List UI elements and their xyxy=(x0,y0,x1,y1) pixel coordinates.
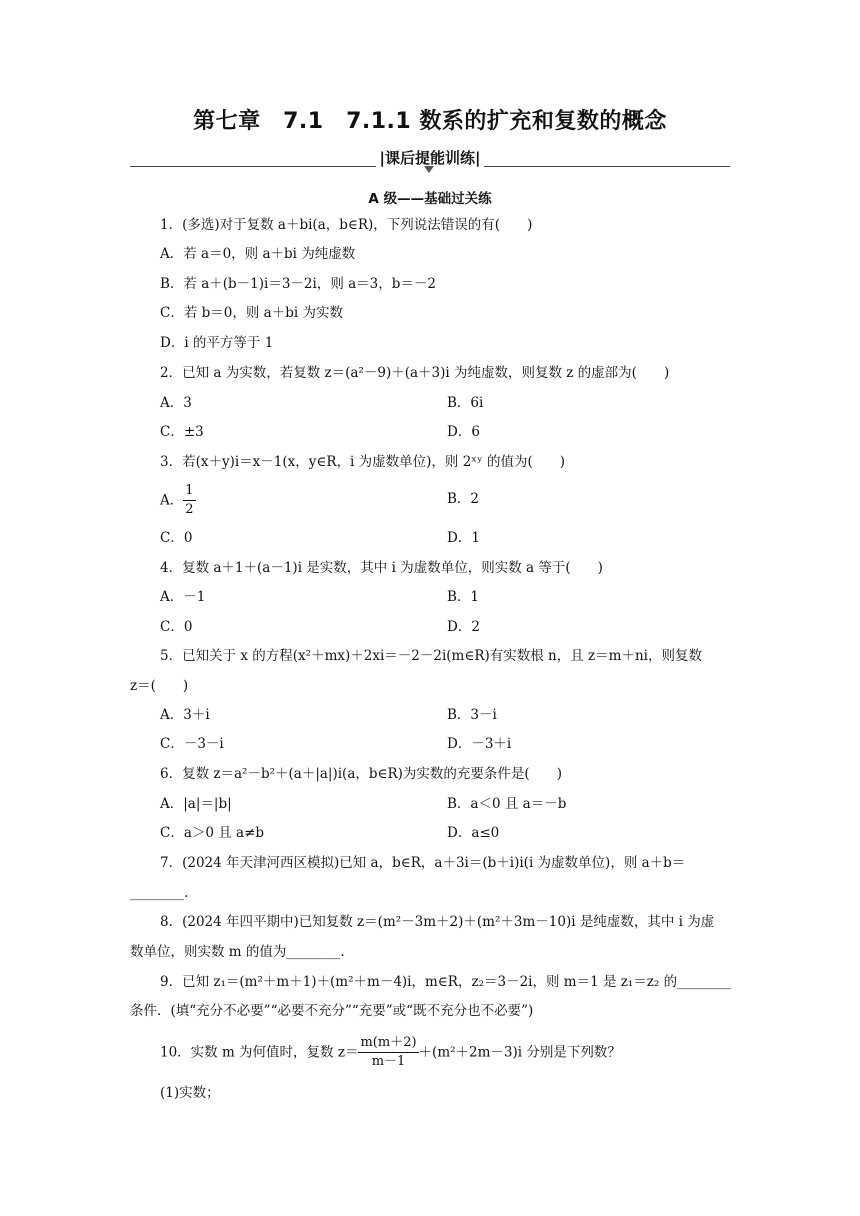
fraction-numerator: m(m＋2) xyxy=(358,1034,418,1053)
level-heading: A 级——基础过关练 xyxy=(368,191,492,207)
question-10-suffix: ＋(m²＋2m－3)i 分别是下列数？ xyxy=(418,1044,621,1061)
question-3-option-b: B．2 xyxy=(447,491,480,507)
question-6-stem: 6．复数 z＝a²－b²＋(a＋|a|)i(a，b∈R)为实数的充要条件是( ) xyxy=(160,766,562,782)
question-10-fraction xyxy=(358,1034,418,1071)
question-10-stem xyxy=(160,1034,621,1071)
question-6-option-a: A．|a|＝|b| xyxy=(160,796,232,812)
question-2-option-a: A．3 xyxy=(160,395,192,411)
question-2-option-d: D．6 xyxy=(447,424,480,440)
question-1-option-a: A．若 a＝0，则 a＋bi 为纯虚数 xyxy=(160,246,356,262)
fraction-one-half xyxy=(183,482,195,519)
question-10-sub1: (1)实数； xyxy=(160,1085,220,1101)
question-1-option-d: D．i 的平方等于 1 xyxy=(160,335,274,351)
question-5-option-d: D．－3＋i xyxy=(447,736,512,752)
question-1-stem: 1．(多选)对于复数 a＋bi(a，b∈R)，下列说法错误的有( ) xyxy=(160,217,533,233)
question-6-option-c: C．a＞0 且 a≠b xyxy=(160,825,265,841)
fraction-denominator: 2 xyxy=(185,502,194,517)
question-4-option-b: B．1 xyxy=(447,589,480,605)
question-4-option-a: A．－1 xyxy=(160,589,206,605)
question-6-option-b: B．a＜0 且 a＝－b xyxy=(447,796,567,812)
question-4-option-c: C．0 xyxy=(160,619,193,635)
option-a-label: A． xyxy=(160,492,184,509)
question-4-stem: 4．复数 a＋1＋(a－1)i 是实数，其中 i 为虚数单位，则实数 a 等于( ) xyxy=(160,560,603,576)
question-7-line1: 7．(2024 年天津河西区模拟)已知 a，b∈R，a＋3i＝(b＋i)i(i 为虚数单位)，则 a＋b＝ xyxy=(160,855,686,871)
question-7-line2: ________. xyxy=(130,885,189,901)
question-9-line1: 9．已知 z₁＝(m²＋m＋1)＋(m²＋m－4)i，m∈R，z₂＝3－2i，则 m＝1 是 z₁＝z₂ 的________ xyxy=(160,974,732,990)
triangle-marker-icon xyxy=(424,166,434,173)
section-label-text: 课后提能训练 xyxy=(384,149,475,167)
fraction-denominator: m－1 xyxy=(371,1054,406,1069)
question-1-option-b: B．若 a＋(b－1)i＝3－2i，则 a＝3，b＝－2 xyxy=(160,276,436,292)
question-8-line1: 8．(2024 年四平期中)已知复数 z＝(m²－3m＋2)＋(m²＋3m－10)i 是纯虚数，其中 i 为虚 xyxy=(160,914,715,930)
question-3-option-c: C．0 xyxy=(160,530,193,546)
question-6-option-d: D．a≤0 xyxy=(447,825,500,841)
question-10-prefix: 10．实数 m 为何值时，复数 z＝ xyxy=(160,1044,359,1061)
question-9-line2: 条件．(填“充分不必要”“必要不充分”“充要”或“既不充分也不必要”) xyxy=(130,1003,534,1019)
question-2-stem: 2．已知 a 为实数，若复数 z＝(a²－9)＋(a＋3)i 为纯虚数，则复数 z 的虚部为( ) xyxy=(160,365,670,381)
question-5-stem-line1: 5．已知关于 x 的方程(x²＋mx)＋2xi＝－2－2i(m∈R)有实数根 n，且 z＝m＋ni，则复数 xyxy=(160,648,702,664)
question-3-stem: 3．若(x＋y)i＝x－1(x，y∈R，i 为虚数单位)，则 2ˣʸ 的值为( ) xyxy=(160,454,566,470)
question-1-option-c: C．若 b＝0，则 a＋bi 为实数 xyxy=(160,305,343,321)
question-5-option-a: A．3＋i xyxy=(160,707,210,723)
section-label: |课后提能训练| xyxy=(0,147,860,168)
question-5-option-c: C．－3－i xyxy=(160,736,224,752)
question-5-stem-line2: z＝( ) xyxy=(130,678,189,694)
question-5-option-b: B．3－i xyxy=(447,707,497,723)
question-2-option-c: C．±3 xyxy=(160,424,204,440)
question-4-option-d: D．2 xyxy=(447,619,480,635)
question-2-option-b: B．6i xyxy=(447,395,484,411)
page-title: 第七章 7.1 7.1.1 数系的扩充和复数的概念 xyxy=(193,109,667,134)
question-3-option-d: D．1 xyxy=(447,530,480,546)
question-8-line2: 数单位，则实数 m 的值为________. xyxy=(130,944,345,960)
question-3-option-a xyxy=(160,482,196,519)
fraction-numerator: 1 xyxy=(183,482,195,501)
